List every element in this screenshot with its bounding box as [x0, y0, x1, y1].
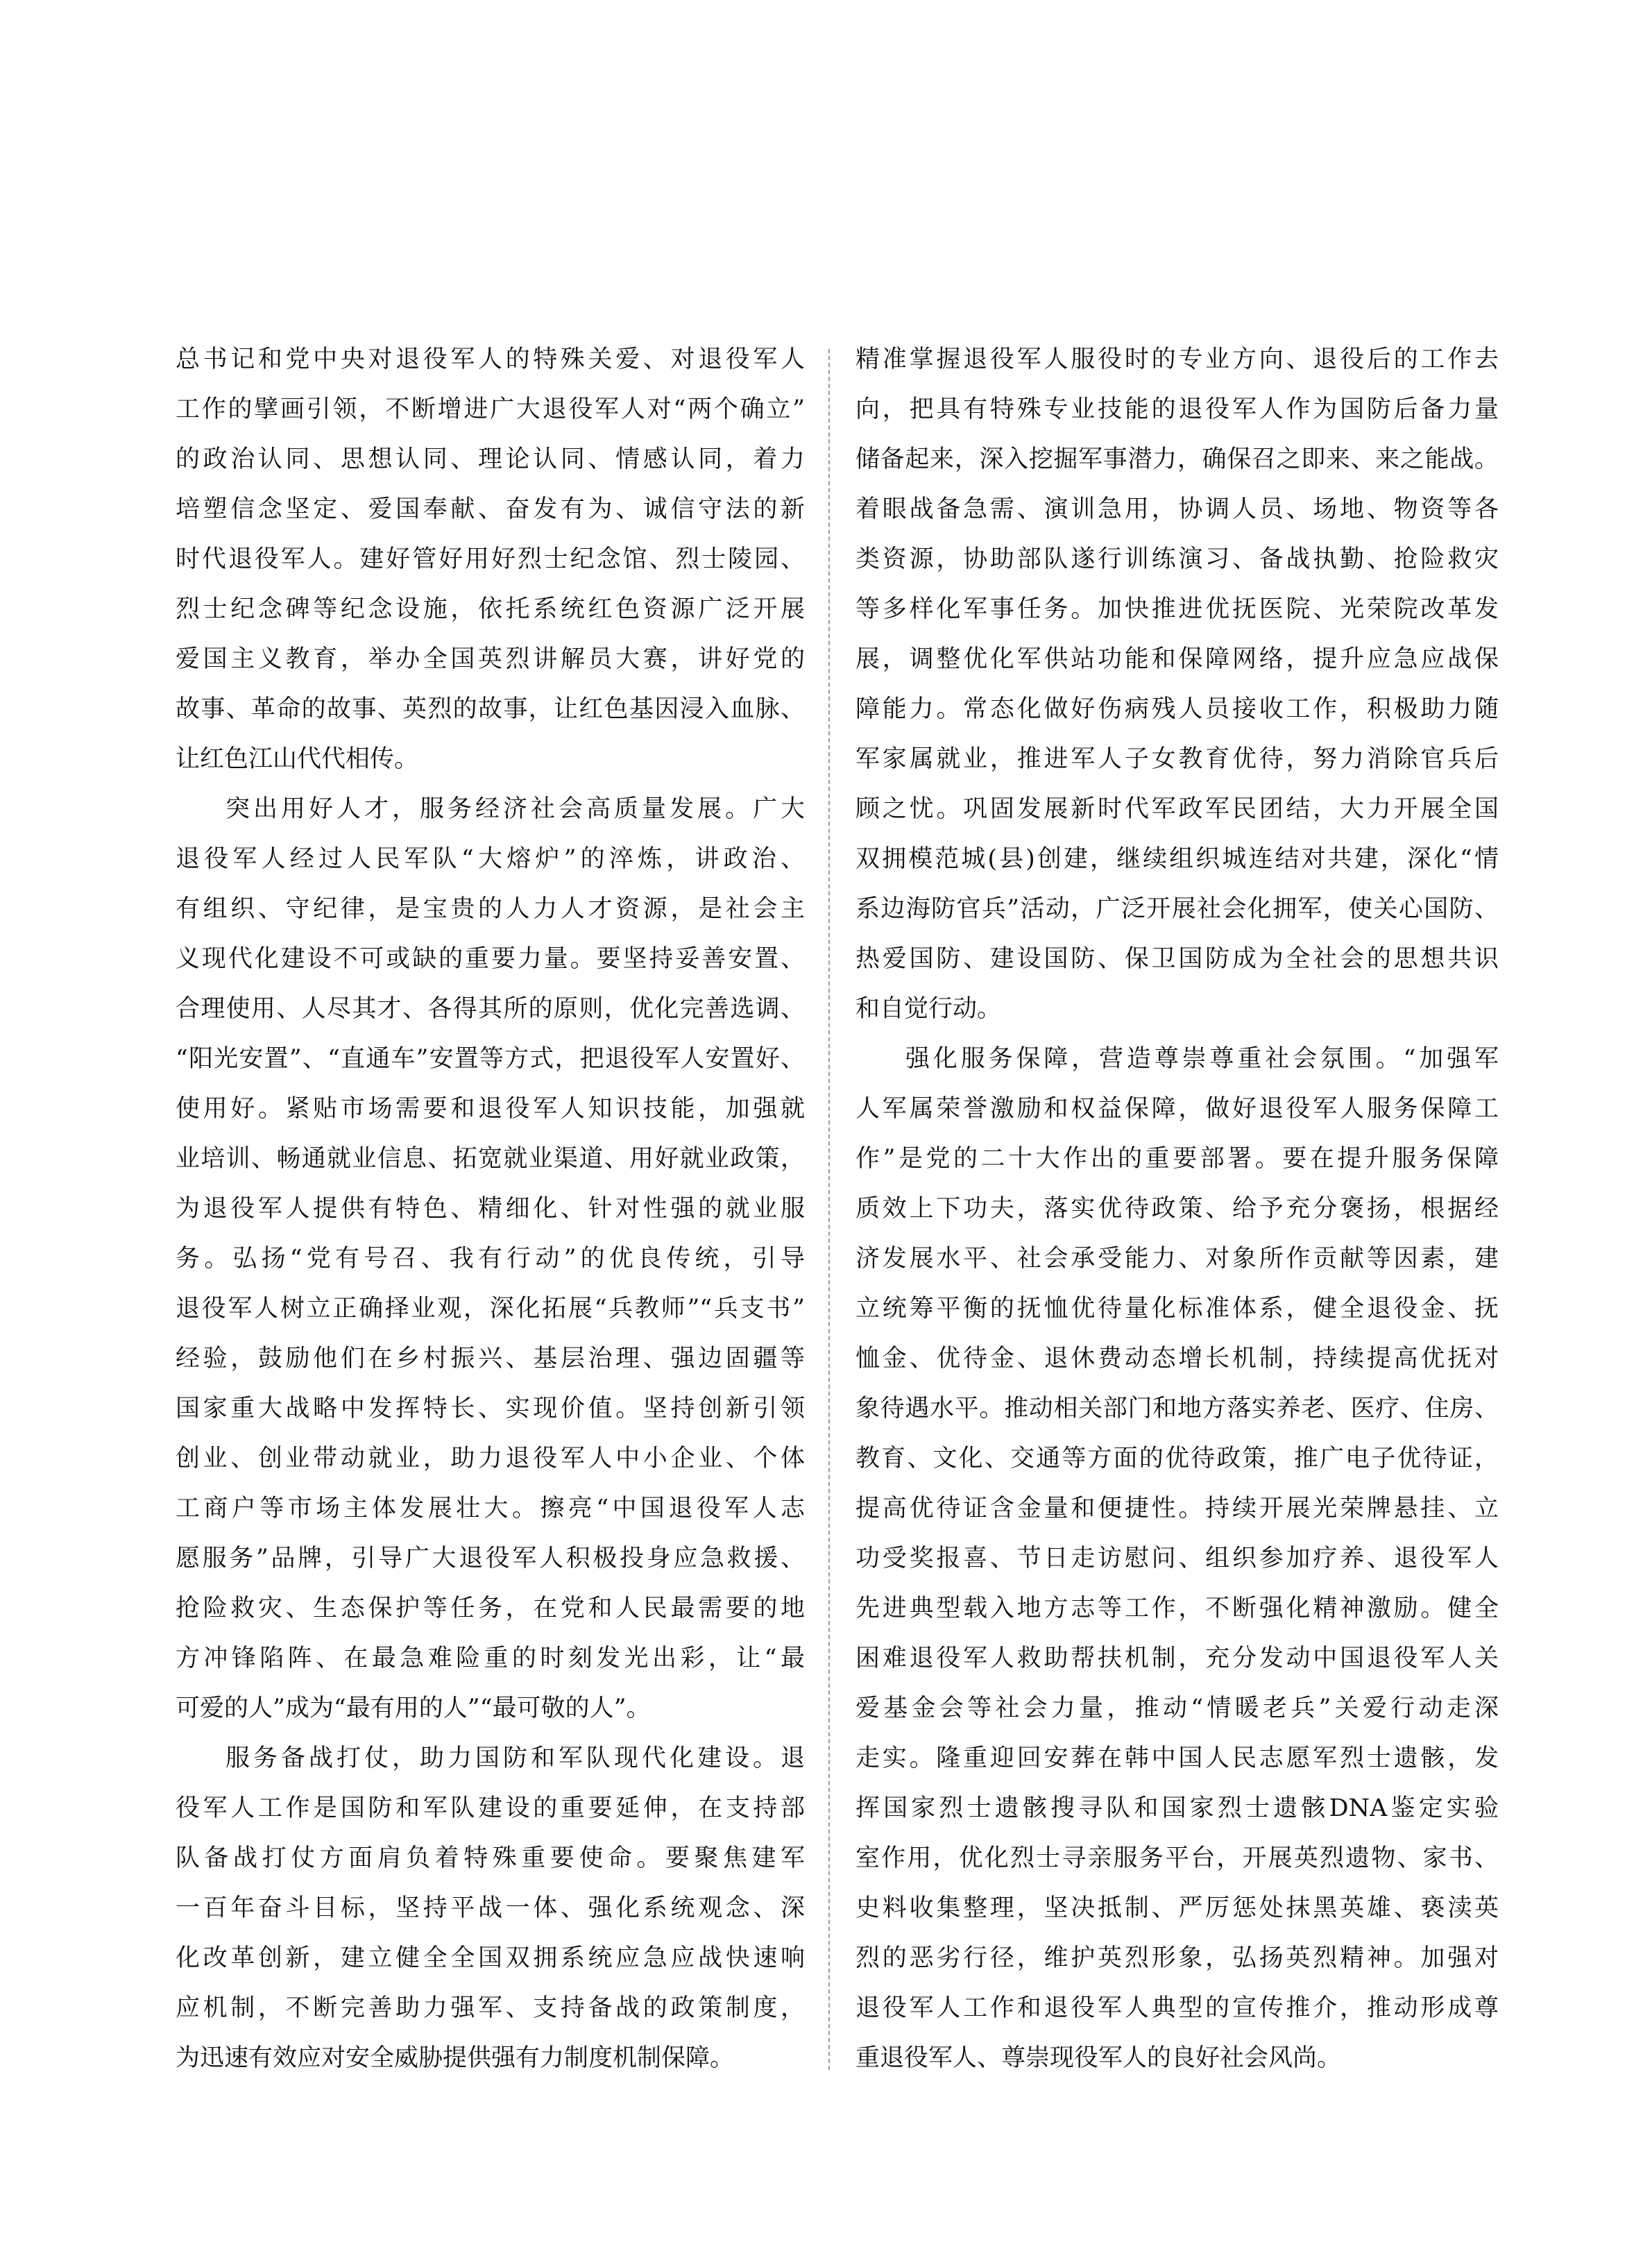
text-line: 困难退役军人救助帮扶机制，充分发动中国退役军人关	[855, 1645, 1499, 1672]
text-line: 队备战打仗方面肩负着特殊重要使命。要聚焦建军	[176, 1844, 805, 1872]
column-divider	[828, 349, 830, 2070]
text-line: 有组织、守纪律，是宝贵的人力人才资源，是社会主	[176, 895, 805, 923]
text-line: 故事、革命的故事、英烈的故事，让红色基因浸入血脉、	[176, 695, 805, 723]
text-line: 时代退役军人。建好管好用好烈士纪念馆、烈士陵园、	[176, 545, 805, 573]
text-line: 教育、文化、交通等方面的优待政策，推广电子优待证，	[855, 1445, 1499, 1472]
text-line: 退役军人工作和退役军人典型的宣传推介，推动形成尊	[855, 1994, 1499, 2022]
text-line: 总书记和党中央对退役军人的特殊关爱、对退役军人	[176, 346, 805, 373]
text-line: 精准掌握退役军人服役时的专业方向、退役后的工作去	[855, 346, 1499, 373]
text-line: 一百年奋斗目标，坚持平战一体、强化系统观念、深	[176, 1894, 805, 1922]
text-line: 军家属就业，推进军人子女教育优待，努力消除官兵后	[855, 745, 1499, 773]
text-line: 和自觉行动。	[855, 995, 1002, 1023]
text-line: 热爱国防、建设国防、保卫国防成为全社会的思想共识	[855, 945, 1499, 973]
text-line: 的政治认同、思想认同、理论认同、情感认同，着力	[176, 445, 805, 473]
text-line: 工商户等市场主体发展壮大。擦亮“中国退役军人志	[176, 1495, 805, 1522]
text-line: 系边海防官兵”活动，广泛开展社会化拥军，使关心国防、	[855, 895, 1499, 923]
text-line: 突出用好人才，服务经济社会高质量发展。广大	[225, 795, 805, 823]
text-line: 重退役军人、尊崇现役军人的良好社会风尚。	[855, 2044, 1342, 2072]
text-line: 烈的恶劣行径，维护英烈形象，弘扬英烈精神。加强对	[855, 1944, 1499, 1972]
paragraph	[855, 1034, 1499, 2083]
text-line: 室作用，优化烈士寻亲服务平台，开展英烈遗物、家书、	[855, 1844, 1499, 1872]
text-line: 应机制，不断完善助力强军、支持备战的政策制度，	[176, 1994, 805, 2022]
text-line: 质效上下功夫，落实优待政策、给予充分褒扬，根据经	[855, 1195, 1499, 1223]
text-line: 愿服务”品牌，引导广大退役军人积极投身应急救援、	[176, 1545, 805, 1572]
text-line: 合理使用、人尽其才、各得其所的原则，优化完善选调、	[176, 995, 805, 1023]
text-line: 强化服务保障，营造尊崇尊重社会氛围。“加强军	[905, 1045, 1499, 1073]
text-line: 为退役军人提供有特色、精细化、针对性强的就业服	[176, 1195, 805, 1223]
text-line: 烈士纪念碑等纪念设施，依托系统红色资源广泛开展	[176, 595, 805, 623]
text-line: 退役军人树立正确择业观，深化拓展“兵教师”“兵支书”	[176, 1295, 805, 1323]
text-line: 培塑信念坚定、爱国奉献、奋发有为、诚信守法的新	[176, 495, 805, 523]
paragraph	[176, 784, 805, 1733]
text-line: 创业、创业带动就业，助力退役军人中小企业、个体	[176, 1445, 805, 1472]
text-line: 务。弘扬“党有号召、我有行动”的优良传统，引导	[176, 1245, 805, 1273]
paragraph	[855, 334, 1499, 1034]
text-line: 恤金、优待金、退休费动态增长机制，持续提高优抚对	[855, 1345, 1499, 1373]
text-line: 向，把具有特殊专业技能的退役军人作为国防后备力量	[855, 396, 1499, 423]
text-line: 抢险救灾、生态保护等任务，在党和人民最需要的地	[176, 1595, 805, 1622]
text-line: 障能力。常态化做好伤病残人员接收工作，积极助力随	[855, 695, 1499, 723]
text-line: 济发展水平、社会承受能力、对象所作贡献等因素，建	[855, 1245, 1499, 1273]
text-line: 可爱的人”成为“最有用的人”“最可敬的人”。	[176, 1695, 651, 1722]
text-line: 方冲锋陷阵、在最急难险重的时刻发光出彩，让“最	[176, 1645, 805, 1672]
text-line: 国家重大战略中发挥特长、实现价值。坚持创新引领	[176, 1395, 805, 1423]
text-line: 功受奖报喜、节日走访慰问、组织参加疗养、退役军人	[855, 1545, 1499, 1572]
text-line: 化改革创新，建立健全全国双拥系统应急应战快速响	[176, 1944, 805, 1972]
text-line: 史料收集整理，坚决抵制、严厉惩处抹黑英雄、亵渎英	[855, 1894, 1499, 1922]
text-line: 为迅速有效应对安全威胁提供强有力制度机制保障。	[176, 2044, 735, 2072]
text-line: 先进典型载入地方志等工作，不断强化精神激励。健全	[855, 1595, 1499, 1622]
text-line: 人军属荣誉激励和权益保障，做好退役军人服务保障工	[855, 1095, 1499, 1123]
text-line: 作”是党的二十大作出的重要部署。要在提升服务保障	[855, 1145, 1499, 1173]
text-line: 双拥模范城(县)创建，继续组织城连结对共建，深化“情	[855, 845, 1499, 873]
text-line: 经验，鼓励他们在乡村振兴、基层治理、强边固疆等	[176, 1345, 805, 1373]
text-line: 爱基金会等社会力量，推动“情暖老兵”关爱行动走深	[855, 1695, 1499, 1722]
text-line: 顾之忧。巩固发展新时代军政军民团结，大力开展全国	[855, 795, 1499, 823]
left-column	[176, 334, 805, 2083]
text-line: 退役军人经过人民军队“大熔炉”的淬炼，讲政治、	[176, 845, 805, 873]
text-line: 展，调整优化军供站功能和保障网络，提升应急应战保	[855, 645, 1499, 673]
text-line: 着眼战备急需、演训急用，协调人员、场地、物资等各	[855, 495, 1499, 523]
text-line: 立统筹平衡的抚恤优待量化标准体系，健全退役金、抚	[855, 1295, 1499, 1323]
text-line: 工作的擘画引领，不断增进广大退役军人对“两个确立”	[176, 396, 805, 423]
text-line: 服务备战打仗，助力国防和军队现代化建设。退	[225, 1744, 805, 1772]
text-line: 象待遇水平。推动相关部门和地方落实养老、医疗、住房、	[855, 1395, 1499, 1423]
text-line: 业培训、畅通就业信息、拓宽就业渠道、用好就业政策，	[176, 1145, 805, 1173]
text-line: 使用好。紧贴市场需要和退役军人知识技能，加强就	[176, 1095, 805, 1123]
text-line: 储备起来，深入挖掘军事潜力，确保召之即来、来之能战。	[855, 445, 1499, 473]
paragraph	[176, 334, 805, 784]
right-column	[855, 334, 1499, 2083]
paragraph	[176, 1733, 805, 2083]
text-line: 爱国主义教育，举办全国英烈讲解员大赛，讲好党的	[176, 645, 805, 673]
text-line: 义现代化建设不可或缺的重要力量。要坚持妥善安置、	[176, 945, 805, 973]
text-line: 提高优待证含金量和便捷性。持续开展光荣牌悬挂、立	[855, 1495, 1499, 1522]
text-line: 类资源，协助部队遂行训练演习、备战执勤、抢险救灾	[855, 545, 1499, 573]
text-line: “阳光安置”、“直通车”安置等方式，把退役军人安置好、	[176, 1045, 805, 1073]
text-line: 等多样化军事任务。加快推进优抚医院、光荣院改革发	[855, 595, 1499, 623]
text-line: 让红色江山代代相传。	[176, 745, 419, 773]
text-line: 挥国家烈士遗骸搜寻队和国家烈士遗骸DNA鉴定实验	[855, 1794, 1499, 1822]
text-line: 役军人工作是国防和军队建设的重要延伸，在支持部	[176, 1794, 805, 1822]
text-line: 走实。隆重迎回安葬在韩中国人民志愿军烈士遗骸，发	[855, 1744, 1499, 1772]
